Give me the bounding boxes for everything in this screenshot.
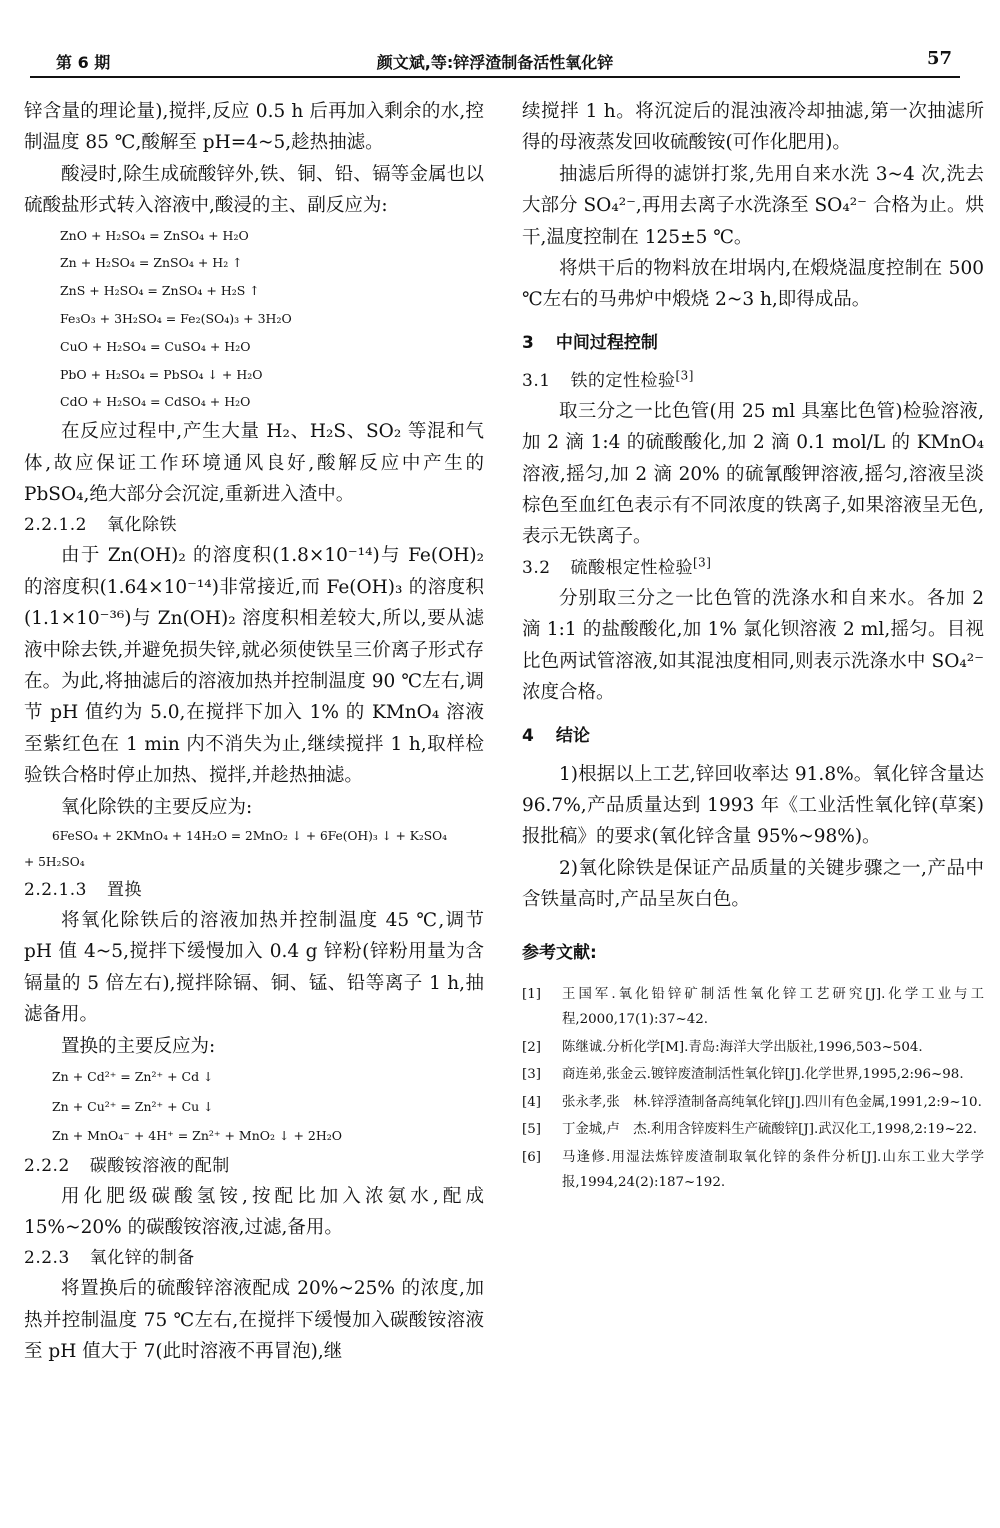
- reference-number: [4]: [522, 1094, 541, 1110]
- section-heading: [24, 1151, 484, 1181]
- paragraph: 将置换后的硫酸锌溶液配成 20%~25% 的浓度,加热并控制温度 75 ℃左右,在搅拌下缓慢加入碳酸铵溶液至 pH 值大于 7(此时溶液不再冒泡),继: [24, 1278, 484, 1363]
- reference-text: 陈继诚.分析化学[M].青岛:海洋大学出版社,1996,503~504.: [562, 1039, 923, 1055]
- references-heading: 参考文献:: [522, 942, 597, 963]
- section-title: 结论: [555, 725, 590, 746]
- running-title: 颜文斌,等:锌浮渣制备活性氧化锌: [376, 53, 614, 72]
- citation: [3]: [693, 555, 712, 570]
- paragraph: 分别取三分之一比色管的洗涤水和自来水。各加 2 滴 1:1 的盐酸酸化,加 1% 氯化钡溶液 2 ml,摇匀。目视比色两试管溶液,如其混浊度相同,则表示洗涤水中 SO₄²⁻ 浓度合格。: [522, 587, 984, 704]
- section-number: 4: [522, 725, 534, 746]
- section-number: 3: [522, 332, 534, 353]
- section-number: 3.2: [522, 557, 551, 578]
- paragraph: 在反应过程中,产生大量 H₂、H₂S、SO₂ 等混和气体,故应保证工作环境通风良好,酸解反应中产生的 PbSO₄,绝大部分会沉淀,重新进入渣中。: [24, 421, 484, 506]
- equation: ZnO + H₂SO₄ = ZnSO₄ + H₂O: [60, 227, 249, 243]
- reference-item: [522, 982, 984, 1033]
- section-title: 铁的定性检验: [570, 370, 676, 391]
- reference-number: [5]: [522, 1122, 541, 1138]
- equation-continued: + 5H₂SO₄: [24, 855, 85, 870]
- section-title: 氧化锌的制备: [89, 1248, 195, 1269]
- section-number: 2.2.2: [24, 1155, 70, 1176]
- section-number: 2.2.3: [24, 1248, 70, 1269]
- paragraph: 1)根据以上工艺,锌回收率达 91.8%。氧化锌含量达 96.7%,产品质量达到 1993 年《工业活性氧化锌(草案)报批稿》的要求(氧化锌含量 95%~98%)。: [522, 763, 984, 848]
- section-title: 碳酸铵溶液的配制: [89, 1155, 230, 1176]
- paragraph: 置换的主要反应为:: [61, 1035, 216, 1057]
- reference-number: [2]: [522, 1039, 541, 1055]
- paragraph: 氧化除铁的主要反应为:: [61, 796, 253, 818]
- section-title: 中间过程控制: [555, 332, 658, 353]
- equation: Zn + Cd²⁺ = Zn²⁺ + Cd ↓: [52, 1069, 214, 1085]
- section-number: 2.2.1.3: [24, 880, 87, 901]
- equation: Zn + MnO₄⁻ + 4H⁺ = Zn²⁺ + MnO₂ ↓ + 2H₂O: [52, 1128, 343, 1144]
- section-heading: [24, 510, 484, 540]
- page-header: [30, 36, 960, 78]
- section-heading: [522, 328, 984, 358]
- right-column: [522, 96, 984, 1198]
- reference-item: [522, 1145, 984, 1196]
- section-number: 2.2.1.2: [24, 515, 87, 536]
- equation: Fe₃O₃ + 3H₂SO₄ = Fe₂(SO₄)₃ + 3H₂O: [60, 311, 292, 327]
- reference-text: 丁金城,卢 杰.利用含锌废料生产硫酸锌[J].武汉化工,1998,2:19~22.: [562, 1122, 977, 1138]
- subsection-heading: [522, 553, 984, 583]
- equation: 6FeSO₄ + 2KMnO₄ + 14H₂O = 2MnO₂ ↓ + 6Fe(OH)₃ ↓ + K₂SO₄: [52, 829, 447, 844]
- paragraph: 续搅拌 1 h。将沉淀后的混浊液冷却抽滤,第一次抽滤所得的母液蒸发回收硫酸铵(可作化肥用)。: [522, 101, 984, 154]
- reference-text: 张永孝,张 林.锌浮渣制备高纯氧化锌[J].四川有色金属,1991,2:9~10.: [562, 1094, 982, 1110]
- paragraph: 酸浸时,除生成硫酸锌外,铁、铜、铅、镉等金属也以硫酸盐形式转入溶液中,酸浸的主、副反应为:: [24, 163, 484, 217]
- reference-number: [1]: [522, 986, 541, 1002]
- issue-label: 第 6 期: [56, 53, 111, 72]
- paragraph: 用化肥级碳酸氢铵,按配比加入浓氨水,配成 15%~20% 的碳酸铵溶液,过滤,备用。: [24, 1185, 484, 1239]
- section-title: 氧化除铁: [106, 515, 177, 536]
- section-title: 硫酸根定性检验: [570, 557, 694, 578]
- equation: Zn + Cu²⁺ = Zn²⁺ + Cu ↓: [52, 1098, 214, 1114]
- reference-item: [522, 1062, 984, 1088]
- citation: [3]: [675, 368, 694, 383]
- equation: PbO + H₂SO₄ = PbSO₄ ↓ + H₂O: [60, 366, 263, 382]
- reference-text: 马逢修.用湿法炼锌废渣制取氧化锌的条件分析[J].山东工业大学学报,1994,24(2):187~192.: [562, 1149, 984, 1191]
- reference-item: [522, 1035, 984, 1061]
- equation: CuO + H₂SO₄ = CuSO₄ + H₂O: [60, 338, 251, 354]
- section-heading: [522, 721, 984, 751]
- section-heading: [24, 1243, 484, 1273]
- paragraph: 将烘干后的物料放在坩埚内,在煅烧温度控制在 500 ℃左右的马弗炉中煅烧 2~3 h,即得成品。: [522, 258, 984, 311]
- paragraph: 取三分之一比色管(用 25 ml 具塞比色管)检验溶液,加 2 滴 1:4 的硫酸酸化,加 2 滴 0.1 mol/L 的 KMnO₄ 溶液,摇匀,加 2 滴 20% 的硫氰酸钾溶液,摇匀,溶液呈淡棕色至血红色表示有不同浓度的铁离子,如果溶液呈无色,表示无铁离子。: [522, 400, 984, 548]
- section-title: 置换: [106, 880, 142, 901]
- paragraph: 抽滤后所得的滤饼打浆,先用自来水洗 3~4 次,洗去大部分 SO₄²⁻,再用去离子水洗涤至 SO₄²⁻ 合格为止。烘干,温度控制在 125±5 ℃。: [522, 163, 984, 248]
- reference-number: [6]: [522, 1149, 541, 1165]
- equation: CdO + H₂SO₄ = CdSO₄ + H₂O: [60, 394, 251, 410]
- reference-item: [522, 1090, 984, 1116]
- equation: Zn + H₂SO₄ = ZnSO₄ + H₂ ↑: [60, 255, 243, 271]
- section-number: 3.1: [522, 370, 551, 391]
- left-column: [24, 96, 484, 1368]
- reference-item: [522, 1117, 984, 1143]
- equation: ZnS + H₂SO₄ = ZnSO₄ + H₂S ↑: [60, 283, 260, 299]
- section-heading: [24, 875, 484, 905]
- subsection-heading: [522, 366, 984, 396]
- paragraph: 2)氧化除铁是保证产品质量的关键步骤之一,产品中含铁量高时,产品呈灰白色。: [522, 857, 984, 911]
- paragraph: 锌含量的理论量),搅拌,反应 0.5 h 后再加入剩余的水,控制温度 85 ℃,酸解至 pH=4~5,趁热抽滤。: [24, 101, 484, 154]
- reference-number: [3]: [522, 1067, 541, 1083]
- page-number: 57: [926, 48, 952, 69]
- reference-text: 商连弟,张金云.镀锌废渣制活性氧化锌[J].化学世界,1995,2:96~98.: [562, 1067, 964, 1083]
- paragraph: 将氧化除铁后的溶液加热并控制温度 45 ℃,调节 pH 值 4~5,搅拌下缓慢加入 0.4 g 锌粉(锌粉用量为含镉量的 5 倍左右),搅拌除镉、铜、锰、铅等离子 1 h,抽滤备用。: [24, 910, 484, 1026]
- reference-text: 王国军.氧化铅锌矿制活性氧化锌工艺研究[J].化学工业与工程,2000,17(1):37~42.: [562, 986, 984, 1028]
- paragraph: 由于 Zn(OH)₂ 的溶度积(1.8×10⁻¹⁴)与 Fe(OH)₂ 的溶度积(1.64×10⁻¹⁴)非常接近,而 Fe(OH)₃ 的溶度积(1.1×10⁻³⁶)与 Zn(OH)₂ 溶度积相差较大,所以,要从滤液中除去铁,并避免损失锌,就必须使铁呈三价离子形式存在。为此,将抽滤后的溶液加热并控制温度 90 ℃左右,调节 pH 值约为 5.0,在搅拌下加入 1% 的 KMnO₄ 溶液至紫红色在 1 min 内不消失为止,继续搅拌 1 h,取样检验铁合格时停止加热、搅拌,并趁热抽滤。: [24, 545, 484, 787]
